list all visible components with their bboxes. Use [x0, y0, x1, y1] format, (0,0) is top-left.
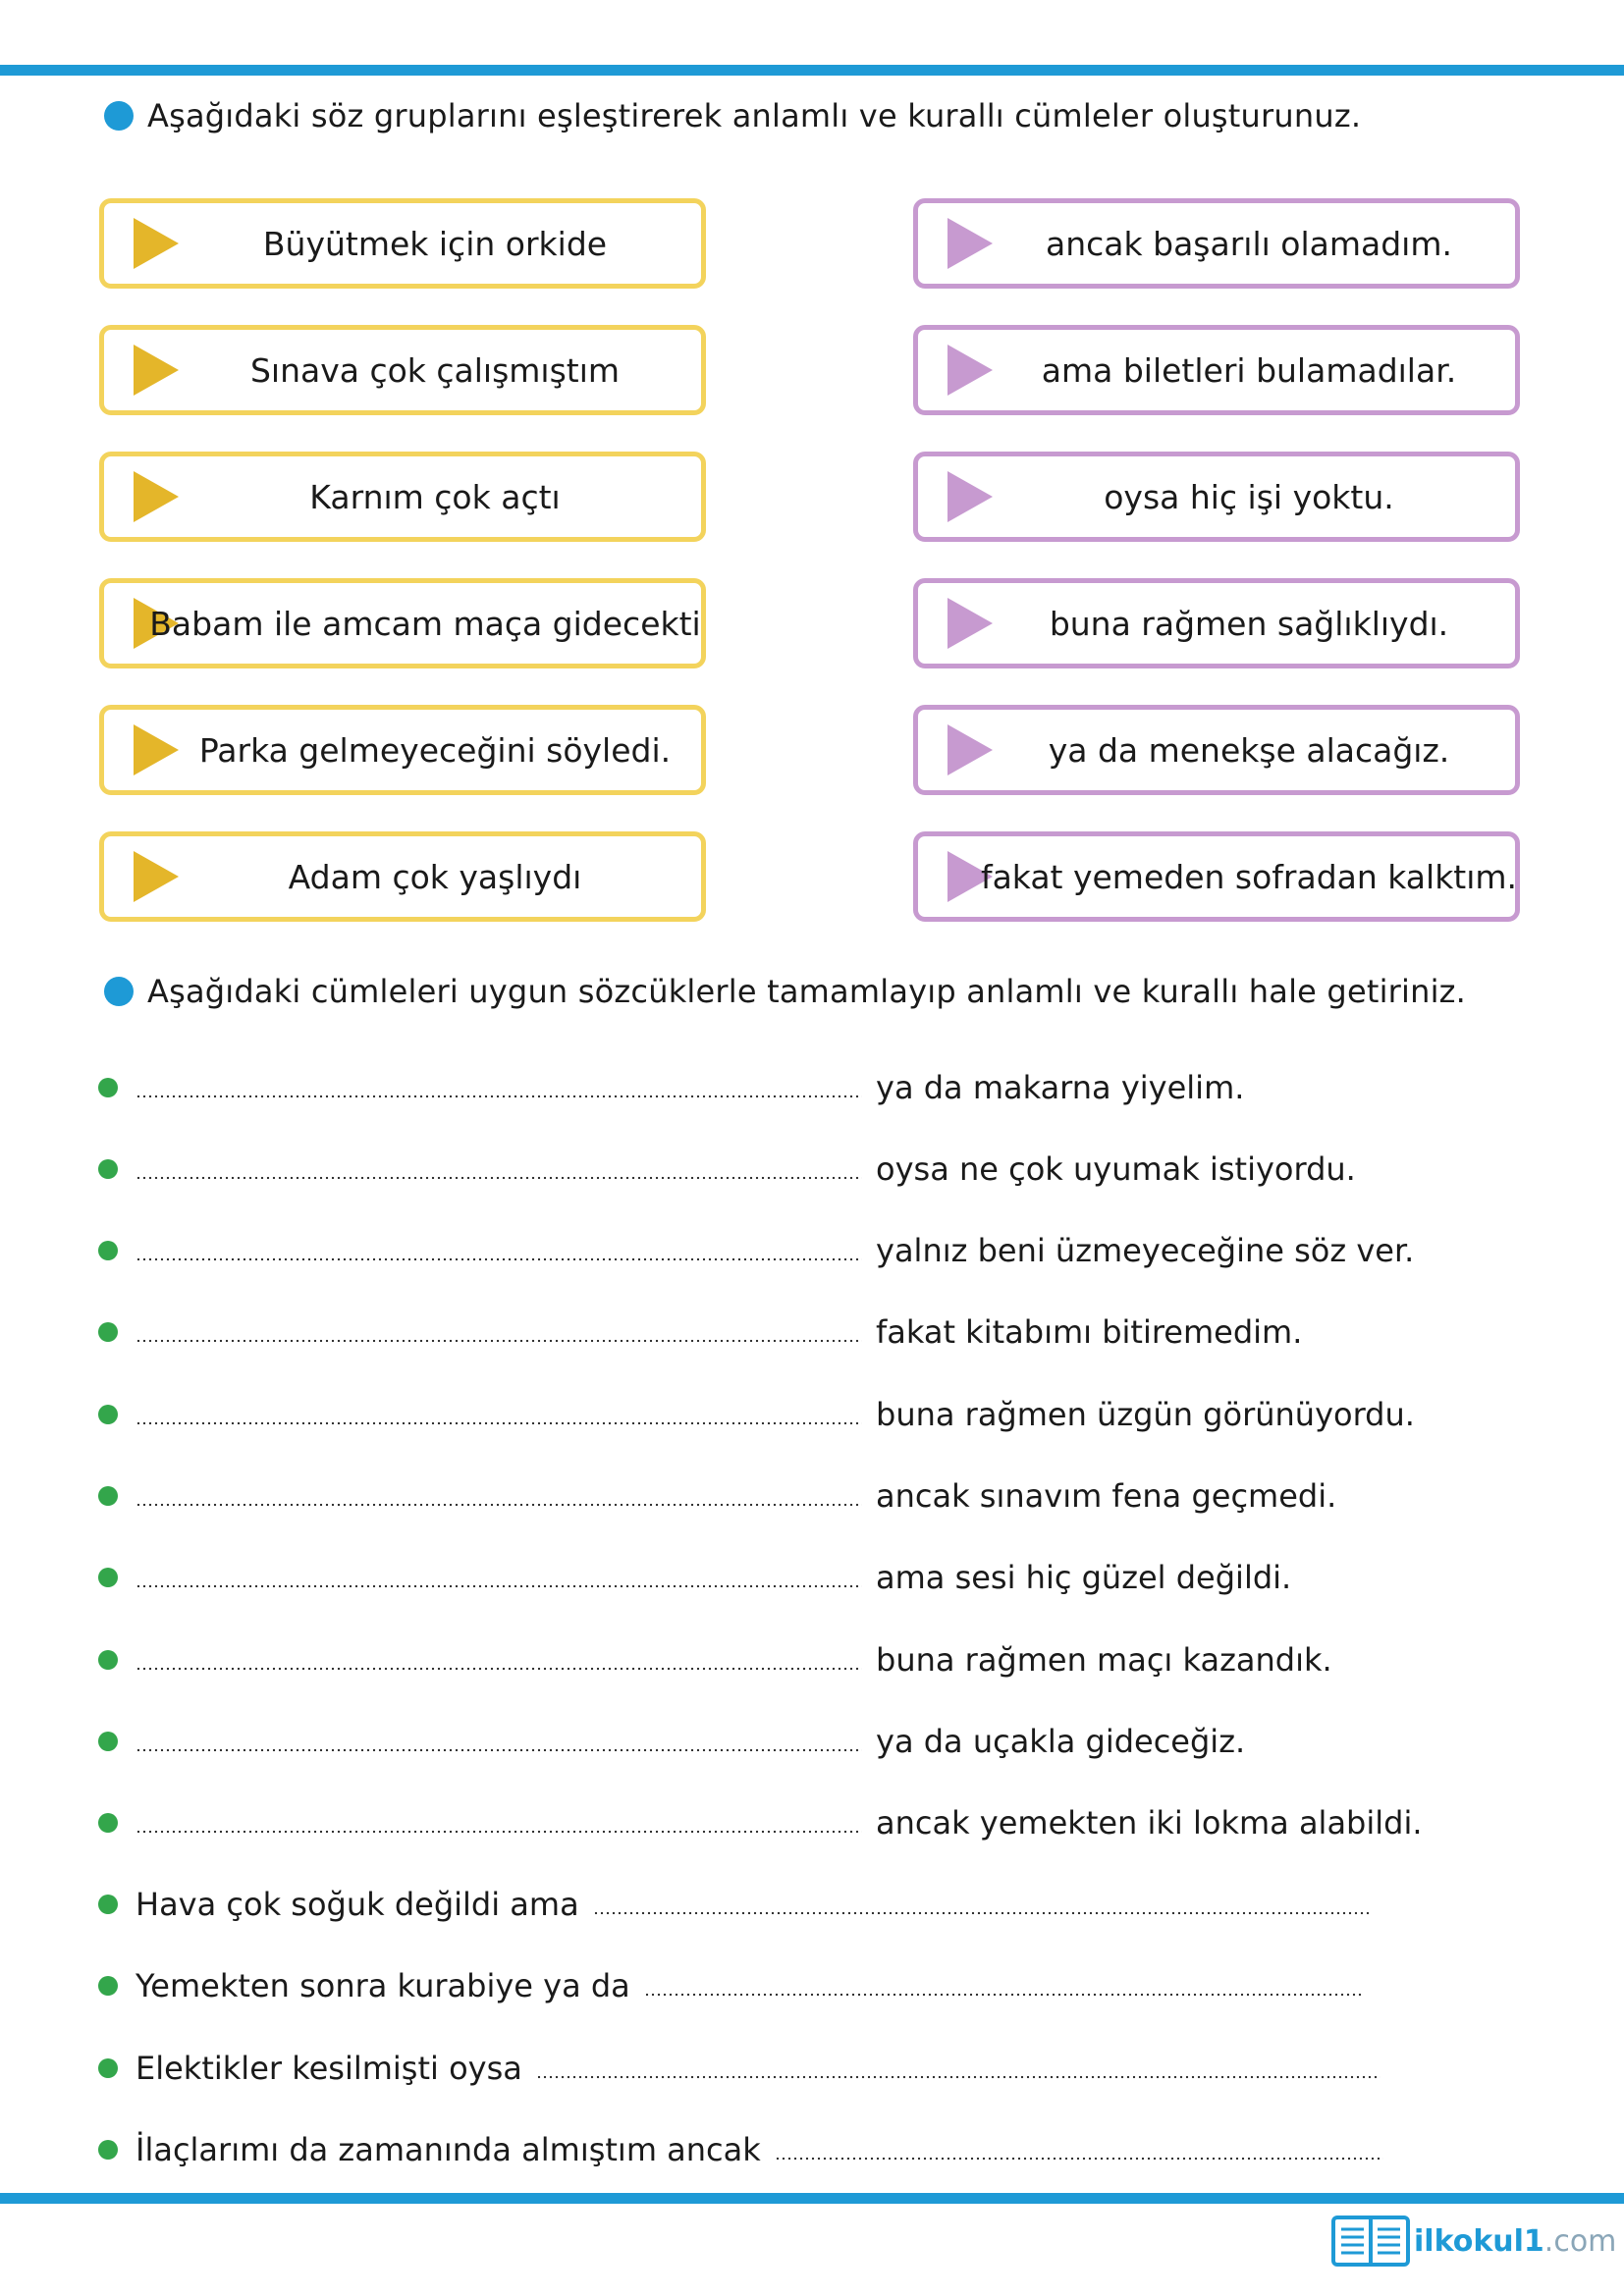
sentence-beginning: İlaçlarımı da zamanında almıştım ancak: [135, 2131, 761, 2168]
sentence-ending: yalnız beni üzmeyeceğine söz ver.: [876, 1232, 1415, 1269]
blank-line[interactable]: [135, 1421, 862, 1425]
play-triangle-icon: [134, 851, 179, 902]
green-bullet-icon: [98, 1813, 118, 1833]
blank-line[interactable]: [135, 1339, 862, 1343]
fill-row: [98, 1557, 1291, 1598]
fill-row: [98, 1965, 1361, 2006]
play-triangle-icon: [134, 345, 179, 396]
blank-line[interactable]: [135, 1748, 862, 1752]
right-item-label: ancak başarılı olamadım.: [1046, 224, 1452, 263]
green-bullet-icon: [98, 2058, 118, 2078]
play-triangle-icon: [947, 598, 993, 649]
right-item-label: oysa hiç işi yoktu.: [1104, 477, 1394, 516]
green-bullet-icon: [98, 1976, 118, 1996]
left-item[interactable]: [99, 831, 706, 922]
green-bullet-icon: [98, 1568, 118, 1587]
sentence-ending: ama sesi hiç güzel değildi.: [876, 1559, 1292, 1596]
play-triangle-icon: [947, 724, 993, 775]
left-item-label: Sınava çok çalışmıştım: [249, 350, 621, 390]
sentence-ending: ya da makarna yiyelim.: [876, 1069, 1245, 1106]
left-item-label: Parka gelmeyeceğini söyledi.: [198, 730, 672, 770]
blank-line[interactable]: [644, 1993, 1361, 1997]
bullet-icon: [104, 101, 134, 131]
sentence-ending: buna rağmen üzgün görünüyordu.: [876, 1396, 1415, 1433]
fill-row: [98, 1639, 1332, 1681]
blank-line[interactable]: [135, 1176, 862, 1180]
sentence-beginning: Yemekten sonra kurabiye ya da: [135, 1967, 630, 2004]
left-item[interactable]: [99, 325, 706, 415]
green-bullet-icon: [98, 1078, 118, 1097]
instruction-2: [104, 972, 1466, 1011]
top-rule: [0, 65, 1624, 76]
left-item-label: Büyütmek için orkide: [262, 224, 608, 263]
left-item-label: Karnım çok açtı: [309, 477, 561, 516]
instruction-1: [104, 96, 1361, 135]
blank-line[interactable]: [135, 1503, 862, 1507]
sentence-ending: oysa ne çok uyumak istiyordu.: [876, 1150, 1356, 1188]
fill-row: [98, 1311, 1302, 1353]
right-item[interactable]: [913, 325, 1520, 415]
fill-row: [98, 1721, 1245, 1762]
fill-row: [98, 1067, 1244, 1108]
green-bullet-icon: [98, 1241, 118, 1260]
green-bullet-icon: [98, 1486, 118, 1506]
green-bullet-icon: [98, 1159, 118, 1179]
fill-row: [98, 1148, 1356, 1190]
fill-row: [98, 1230, 1414, 1271]
logo-domain: .com: [1543, 2223, 1617, 2259]
fill-row: [98, 1884, 1369, 1925]
left-item[interactable]: [99, 198, 706, 289]
sentence-ending: buna rağmen maçı kazandık.: [876, 1641, 1332, 1679]
blank-line[interactable]: [775, 2157, 1383, 2161]
right-item[interactable]: [913, 452, 1520, 542]
logo-brand: ilkokul1: [1414, 2223, 1544, 2259]
blank-line[interactable]: [135, 1257, 862, 1261]
fill-row: [98, 2048, 1380, 2089]
sentence-beginning: Hava çok soğuk değildi ama: [135, 1886, 579, 1923]
right-item[interactable]: [913, 705, 1520, 795]
fill-row: [98, 1475, 1336, 1517]
left-item[interactable]: [99, 452, 706, 542]
play-triangle-icon: [134, 471, 179, 522]
play-triangle-icon: [947, 218, 993, 269]
green-bullet-icon: [98, 1895, 118, 1914]
fill-row: [98, 2129, 1383, 2170]
blank-line[interactable]: [135, 1667, 862, 1671]
play-triangle-icon: [134, 724, 179, 775]
green-bullet-icon: [98, 1732, 118, 1751]
right-item[interactable]: [913, 578, 1520, 668]
play-triangle-icon: [947, 471, 993, 522]
right-item-label: ya da menekşe alacağız.: [1048, 730, 1450, 770]
site-logo[interactable]: [1331, 2209, 1616, 2273]
instruction-1-text: Aşağıdaki söz gruplarını eşleştirerek anlamlı ve kurallı cümleler oluşturunuz.: [147, 97, 1362, 134]
sentence-beginning: Elektikler kesilmişti oysa: [135, 2050, 522, 2087]
left-item-label: Babam ile amcam maça gidecekti: [149, 604, 701, 643]
sentence-ending: ya da uçakla gideceğiz.: [876, 1723, 1246, 1760]
sentence-ending: ancak sınavım fena geçmedi.: [876, 1477, 1337, 1515]
green-bullet-icon: [98, 1650, 118, 1670]
right-item[interactable]: [913, 831, 1520, 922]
left-item-label: Adam çok yaşlıydı: [288, 857, 582, 896]
blank-line[interactable]: [593, 1911, 1369, 1915]
left-item[interactable]: [99, 578, 706, 668]
play-triangle-icon: [134, 218, 179, 269]
sentence-ending: ancak yemekten iki lokma alabildi.: [876, 1804, 1423, 1842]
green-bullet-icon: [98, 1322, 118, 1342]
play-triangle-icon: [947, 345, 993, 396]
instruction-2-text: Aşağıdaki cümleleri uygun sözcüklerle tamamlayıp anlamlı ve kurallı hale getiriniz.: [147, 973, 1467, 1010]
bullet-icon: [104, 977, 134, 1006]
blank-line[interactable]: [135, 1830, 862, 1834]
fill-row: [98, 1394, 1415, 1435]
right-item-label: buna rağmen sağlıklıydı.: [1049, 604, 1449, 643]
fill-row: [98, 1802, 1423, 1843]
right-item[interactable]: [913, 198, 1520, 289]
green-bullet-icon: [98, 2140, 118, 2160]
blank-line[interactable]: [135, 1584, 862, 1588]
right-item-label: ama biletleri bulamadılar.: [1041, 350, 1457, 390]
book-icon: [1331, 2214, 1410, 2269]
green-bullet-icon: [98, 1405, 118, 1424]
sentence-ending: fakat kitabımı bitiremedim.: [876, 1313, 1303, 1351]
right-item-label: fakat yemeden sofradan kalktım.: [980, 857, 1518, 896]
left-item[interactable]: [99, 705, 706, 795]
blank-line[interactable]: [536, 2075, 1380, 2079]
blank-line[interactable]: [135, 1095, 862, 1098]
bottom-rule: [0, 2193, 1624, 2204]
